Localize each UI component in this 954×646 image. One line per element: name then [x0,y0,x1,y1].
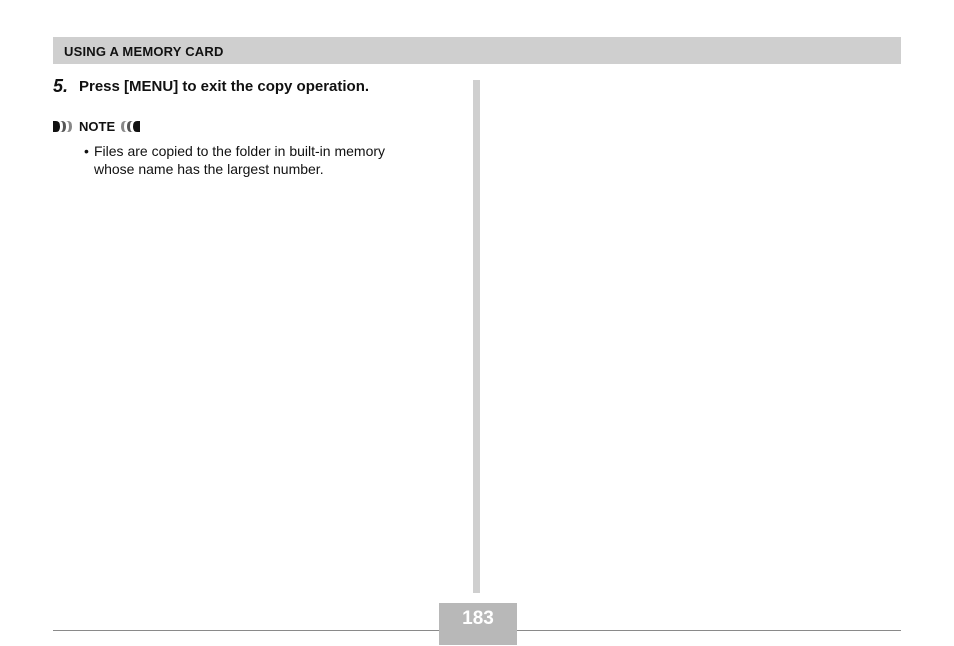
step-text: Press [MENU] to exit the copy operation. [79,78,370,95]
step-instruction [53,76,369,97]
note-label: NOTE [79,119,116,134]
note-end-icon [120,120,140,133]
page-number-box [439,603,517,645]
column-divider [473,80,480,593]
note-start-icon [53,120,73,133]
note-item [84,142,424,178]
step-number: 5. [53,76,69,96]
note-list [84,142,424,178]
bullet: • [84,143,89,159]
section-header-bar [53,37,901,64]
section-title: USING A MEMORY CARD [64,44,224,59]
note-item-text: Files are copied to the folder in built-in memory whose name has the largest number. [94,143,386,177]
note-heading [53,119,140,134]
page-number: 183 [462,608,494,629]
